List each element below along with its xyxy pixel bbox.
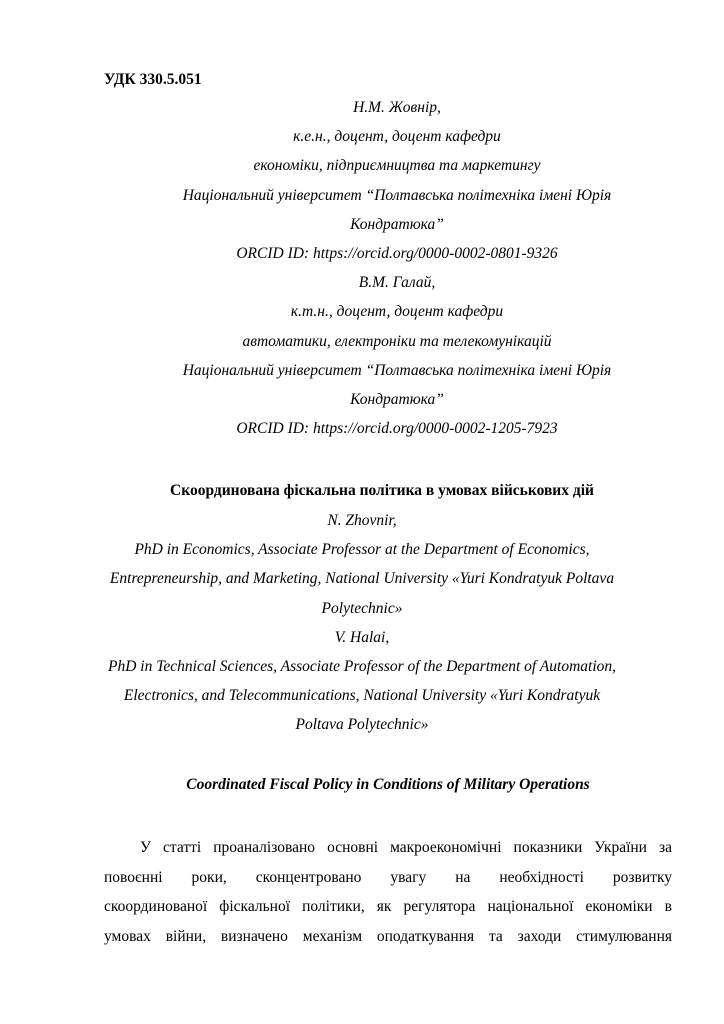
author-university: Національний університет “Полтавська політехніка імені Юрія	[182, 361, 612, 379]
author-name: Н.М. Жовнір,	[353, 99, 441, 116]
author-block-ukrainian	[0, 93, 724, 443]
author-name: V. Halai,	[334, 628, 390, 646]
author-affiliation: Electronics, and Telecommunications, National University «Yuri Kondratyuk	[123, 687, 601, 705]
author-orcid: ORCID ID: https://orcid.org/0000-0002-1205-7923	[236, 420, 558, 438]
author-university-cont: Кондратюка”	[350, 215, 444, 233]
abstract-line: повоєнні роки, сконцентровано увагу на необхідності розвитку	[104, 868, 672, 886]
author-affiliation: Poltava Polytechnic»	[295, 716, 429, 734]
abstract-line: скоординованої фіскальної політики, як регулятора національної економіки в	[104, 898, 672, 916]
author-name: В.М. Галай,	[358, 274, 436, 292]
author-affiliation: PhD in Technical Sciences, Associate Professor of the Department of Automation,	[108, 657, 616, 675]
abstract-line: умовах війни, визначено механізм оподаткування та заходи стимулювання	[104, 928, 672, 946]
author-department: автоматики, електроніки та телекомунікацій	[242, 332, 552, 350]
author-affiliation: Entrepreneurship, and Marketing, National University «Yuri Kondratyuk Poltava	[109, 570, 615, 588]
author-degree: к.е.н., доцент, доцент кафедри	[293, 128, 501, 146]
author-university-cont: Кондратюка”	[350, 390, 444, 408]
udk-code: УДК 330.5.051	[104, 71, 202, 88]
author-degree: к.т.н., доцент, доцент кафедри	[290, 303, 504, 321]
paper-title-ukrainian: Скоординована фіскальна політика в умовах військових дій	[170, 482, 594, 499]
author-name: N. Zhovnir,	[327, 512, 397, 529]
author-orcid: ORCID ID: https://orcid.org/0000-0002-0801-9326	[236, 244, 558, 262]
paper-title-english: Coordinated Fiscal Policy in Conditions of Military Operations	[186, 776, 590, 793]
author-affiliation: PhD in Economics, Associate Professor at the Department of Economics,	[134, 541, 590, 559]
abstract-line: У статті проаналізовано основні макроекономічні показники України за	[140, 839, 672, 856]
author-affiliation: Polytechnic»	[321, 599, 403, 617]
author-block-english	[0, 506, 724, 740]
author-university: Національний університет “Полтавська політехніка імені Юрія	[182, 186, 612, 204]
abstract-paragraph	[104, 833, 672, 952]
author-department: економіки, підприємництва та маркетингу	[253, 157, 541, 175]
